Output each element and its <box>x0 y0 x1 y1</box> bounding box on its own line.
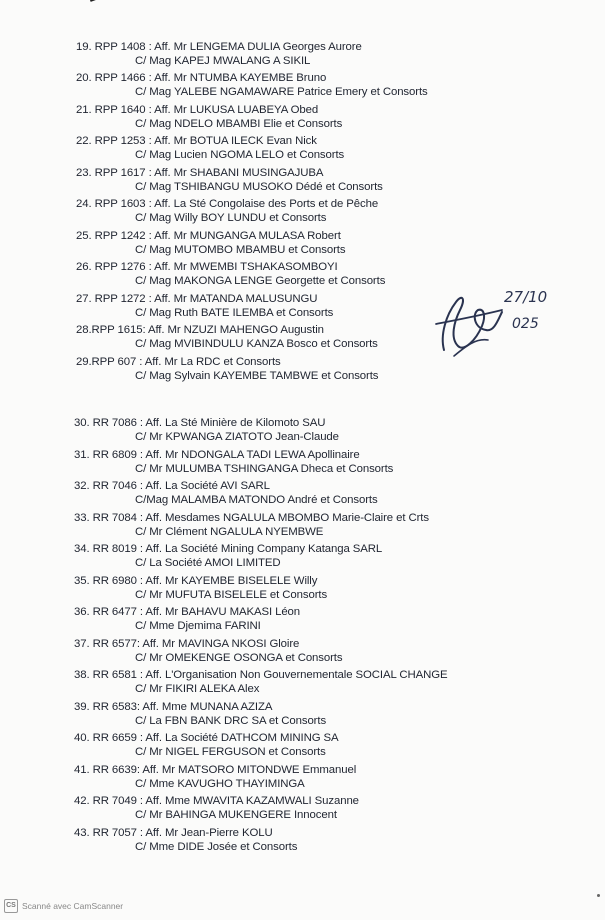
case-entry-title: 20. RPP 1466 : Aff. Mr NTUMBA KAYEMBE Bruno <box>76 72 327 84</box>
case-entry-opponent: C/ Mr KPWANGA ZIATOTO Jean-Claude <box>135 431 339 443</box>
case-entry <box>74 668 447 696</box>
case-entry-title: 22. RPP 1253 : Aff. Mr BOTUA ILECK Evan Nick <box>76 135 317 147</box>
case-entry-opponent: C/ Mag MVIBINDULU KANZA Bosco et Consorts <box>135 338 378 350</box>
case-entry <box>74 794 359 822</box>
case-entry <box>76 229 345 257</box>
case-entry-opponent: C/Mag MALAMBA MATONDO André et Consorts <box>135 494 378 506</box>
case-entry-title: 21. RPP 1640 : Aff. Mr LUKUSA LUABEYA Obed <box>76 104 319 116</box>
scanner-footer-text: Scanné avec CamScanner <box>22 901 124 911</box>
scan-dot <box>597 894 600 897</box>
case-entry-title: 24. RPP 1603 : Aff. La Sté Congolaise des Ports et de Pêche <box>76 198 379 210</box>
case-entry <box>76 166 383 194</box>
case-entry-opponent: C/ Mr FIKIRI ALEKA Alex <box>135 683 260 695</box>
case-entry-title: 32. RR 7046 : Aff. La Société AVI SARL <box>74 480 270 492</box>
case-entry <box>76 71 428 99</box>
case-entry-opponent: C/ Mag Sylvain KAYEMBE TAMBWE et Consorts <box>135 370 379 382</box>
case-entry-opponent: C/ Mag Willy BOY LUNDU et Consorts <box>135 212 327 224</box>
scanner-footer <box>4 899 123 913</box>
case-entry <box>76 134 344 162</box>
case-entry-opponent: C/ Mme KAVUGHO THAYIMINGA <box>135 778 305 790</box>
case-entry-title: 28.RPP 1615: Aff. Mr NZUZI MAHENGO Augustin <box>76 324 324 336</box>
case-entry <box>74 416 339 444</box>
case-entry-title: 34. RR 8019 : Aff. La Société Mining Company Katanga SARL <box>74 543 383 555</box>
case-entry <box>74 637 342 665</box>
case-entry-title: 33. RR 7084 : Aff. Mesdames NGALULA MBOMBO Marie-Claire et Crts <box>74 512 429 524</box>
case-entry <box>76 260 385 288</box>
case-entry <box>74 574 327 602</box>
annotation-date-line1: 27/10 <box>504 288 548 306</box>
case-entry <box>76 197 378 225</box>
case-entry-opponent: C/ Mr BAHINGA MUKENGERE Innocent <box>135 809 337 821</box>
case-entry <box>74 826 297 854</box>
case-entry <box>76 292 333 320</box>
case-entry <box>74 511 429 539</box>
case-entry-opponent: C/ Mr NIGEL FERGUSON et Consorts <box>135 746 326 758</box>
case-entry-opponent: C/ Mr MULUMBA TSHINGANGA Dheca et Consorts <box>135 463 394 475</box>
handwritten-signature <box>432 280 562 360</box>
case-entry-opponent: C/ Mag Lucien NGOMA LELO et Consorts <box>135 149 345 161</box>
case-entry-opponent: C/ Mag MAKONGA LENGE Georgette et Consorts <box>135 275 386 287</box>
annotation-date-line2: 025 <box>512 316 539 332</box>
case-entry-title: 29.RPP 607 : Aff. Mr La RDC et Consorts <box>76 356 281 368</box>
case-entry-title: 23. RPP 1617 : Aff. Mr SHABANI MUSINGAJUBA <box>76 167 324 179</box>
case-entry-title: 19. RPP 1408 : Aff. Mr LENGEMA DULIA Georges Aurore <box>76 41 362 53</box>
case-entry-title: 36. RR 6477 : Aff. Mr BAHAVU MAKASI Léon <box>74 606 301 618</box>
case-entry-opponent: C/ Mag Ruth BATE ILEMBA et Consorts <box>135 307 334 319</box>
case-entry-title: 38. RR 6581 : Aff. L'Organisation Non Gouvernementale SOCIAL CHANGE <box>74 669 448 681</box>
case-entry-title: 42. RR 7049 : Aff. Mme MWAVITA KAZAMWALI Suzanne <box>74 795 359 807</box>
case-entry <box>74 605 300 633</box>
case-entry-opponent: C/ Mme DIDE Josée et Consorts <box>135 841 298 853</box>
case-entry-opponent: C/ Mr MUFUTA BISELELE et Consorts <box>135 589 328 601</box>
case-entry <box>74 542 382 570</box>
case-entry-title: 31. RR 6809 : Aff. Mr NDONGALA TADI LEWA Apollinaire <box>74 449 360 461</box>
camscanner-logo: CS <box>4 899 18 913</box>
case-entry-title: 27. RPP 1272 : Aff. Mr MATANDA MALUSUNGU <box>76 293 318 305</box>
case-entry-title: 40. RR 6659 : Aff. La Société DATHCOM MINING SA <box>74 732 339 744</box>
case-entry-title: 30. RR 7086 : Aff. La Sté Minière de Kilomoto SAU <box>74 417 326 429</box>
case-entry-title: 41. RR 6639: Aff. Mr MATSORO MITONDWE Emmanuel <box>74 764 357 776</box>
case-entry-title: 35. RR 6980 : Aff. Mr KAYEMBE BISELELE Willy <box>74 575 318 587</box>
case-entry <box>74 448 393 476</box>
case-entry <box>74 731 339 759</box>
case-entry-opponent: C/ Mr OMEKENGE OSONGA et Consorts <box>135 652 343 664</box>
case-entry-opponent: C/ Mr Clément NGALULA NYEMBWE <box>135 526 324 538</box>
case-entry <box>76 40 362 68</box>
case-entry-opponent: C/ La Société AMOI LIMITED <box>135 557 281 569</box>
case-entry-opponent: C/ Mag TSHIBANGU MUSOKO Dédé et Consorts <box>135 181 383 193</box>
case-entry <box>74 479 378 507</box>
case-entry <box>76 323 378 351</box>
case-entry-title: 26. RPP 1276 : Aff. Mr MWEMBI TSHAKASOMBOYI <box>76 261 338 273</box>
case-entry-opponent: C/ Mag NDELO MBAMBI Elie et Consorts <box>135 118 343 130</box>
case-entry <box>74 700 326 728</box>
case-entry-opponent: C/ Mag MUTOMBO MBAMBU et Consorts <box>135 244 346 256</box>
case-entry-opponent: C/ Mag YALEBE NGAMAWARE Patrice Emery et Consorts <box>135 86 428 98</box>
case-entry <box>76 355 378 383</box>
case-entry <box>74 763 356 791</box>
case-entry-title: 25. RPP 1242 : Aff. Mr MUNGANGA MULASA Robert <box>76 230 341 242</box>
case-entry-title: 39. RR 6583: Aff. Mme MUNANA AZIZA <box>74 701 273 713</box>
case-entry <box>76 103 342 131</box>
case-entry-opponent: C/ La FBN BANK DRC SA et Consorts <box>135 715 327 727</box>
case-entry-title: 37. RR 6577: Aff. Mr MAVINGA NKOSI Gloire <box>74 638 300 650</box>
case-entry-opponent: C/ Mme Djemima FARINI <box>135 620 261 632</box>
corner-mark <box>90 0 109 15</box>
case-entry-opponent: C/ Mag KAPEJ MWALANG A SIKIL <box>135 55 311 67</box>
case-entry-title: 43. RR 7057 : Aff. Mr Jean-Pierre KOLU <box>74 827 273 839</box>
